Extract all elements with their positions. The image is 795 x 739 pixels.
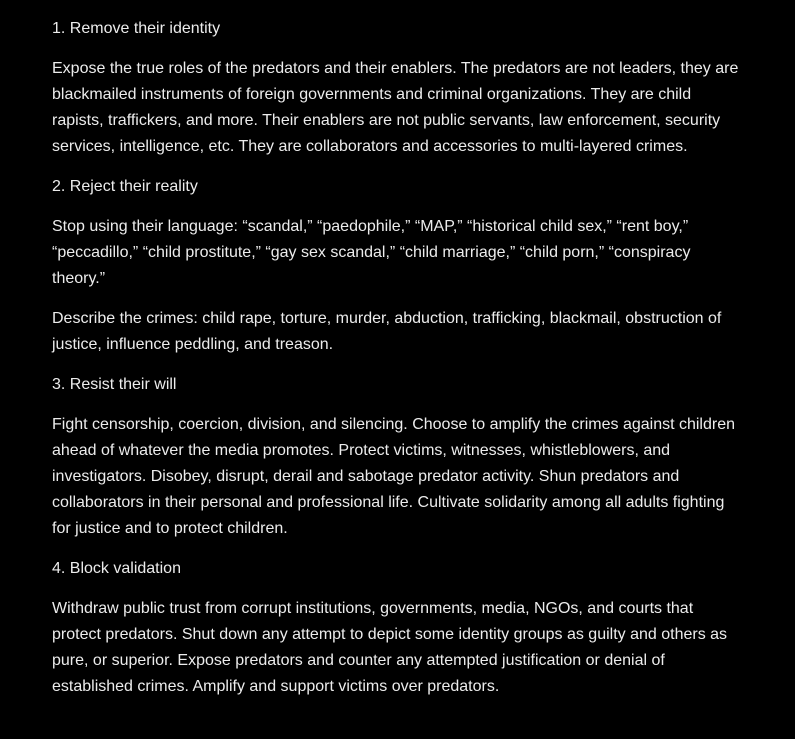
section-heading: 2. Reject their reality [52, 178, 198, 195]
section-paragraph: Stop using their language: “scandal,” “paedophile,” “MAP,” “historical child sex,” “rent boy,” “peccadillo,” “child prostitute,” “gay sex scandal,” “child marriage,” “child porn,” “conspiracy theory.” [52, 218, 691, 287]
section-paragraph: Describe the crimes: child rape, torture, murder, abduction, trafficking, blackmail, obstruction of justice, influence peddling, and treason. [52, 310, 722, 353]
message-content [52, 16, 742, 714]
section-heading: 3. Resist their will [52, 376, 177, 393]
section-block-validation [52, 556, 742, 700]
section-heading: 4. Block validation [52, 560, 181, 577]
section-paragraph: Withdraw public trust from corrupt institutions, governments, media, NGOs, and courts that protect predators. Shut down any attempt to depict some identity groups as guilty and others as pure, or superior. Expose predators and counter any attempted justification or denial of established crimes. Amplify and support victims over predators. [52, 600, 728, 695]
section-paragraph: Expose the true roles of the predators and their enablers. The predators are not leaders, they are blackmailed instruments of foreign governments and criminal organizations. They are child rapists, traffickers, and more. Their enablers are not public servants, law enforcement, security services, intelligence, etc. They are collaborators and accessories to multi-layered crimes. [52, 60, 739, 155]
section-heading: 1. Remove their identity [52, 20, 221, 37]
section-remove-identity [52, 16, 742, 160]
section-reject-reality [52, 174, 742, 358]
section-paragraph: Fight censorship, coercion, division, and silencing. Choose to amplify the crimes against children ahead of whatever the media promotes. Protect victims, witnesses, whistleblowers, and investigators. Disobey, disrupt, derail and sabotage predator activity. Shun predators and collaborators in their personal and professional life. Cultivate solidarity among all adults fighting for justice and to protect children. [52, 416, 736, 537]
section-resist-will [52, 372, 742, 542]
